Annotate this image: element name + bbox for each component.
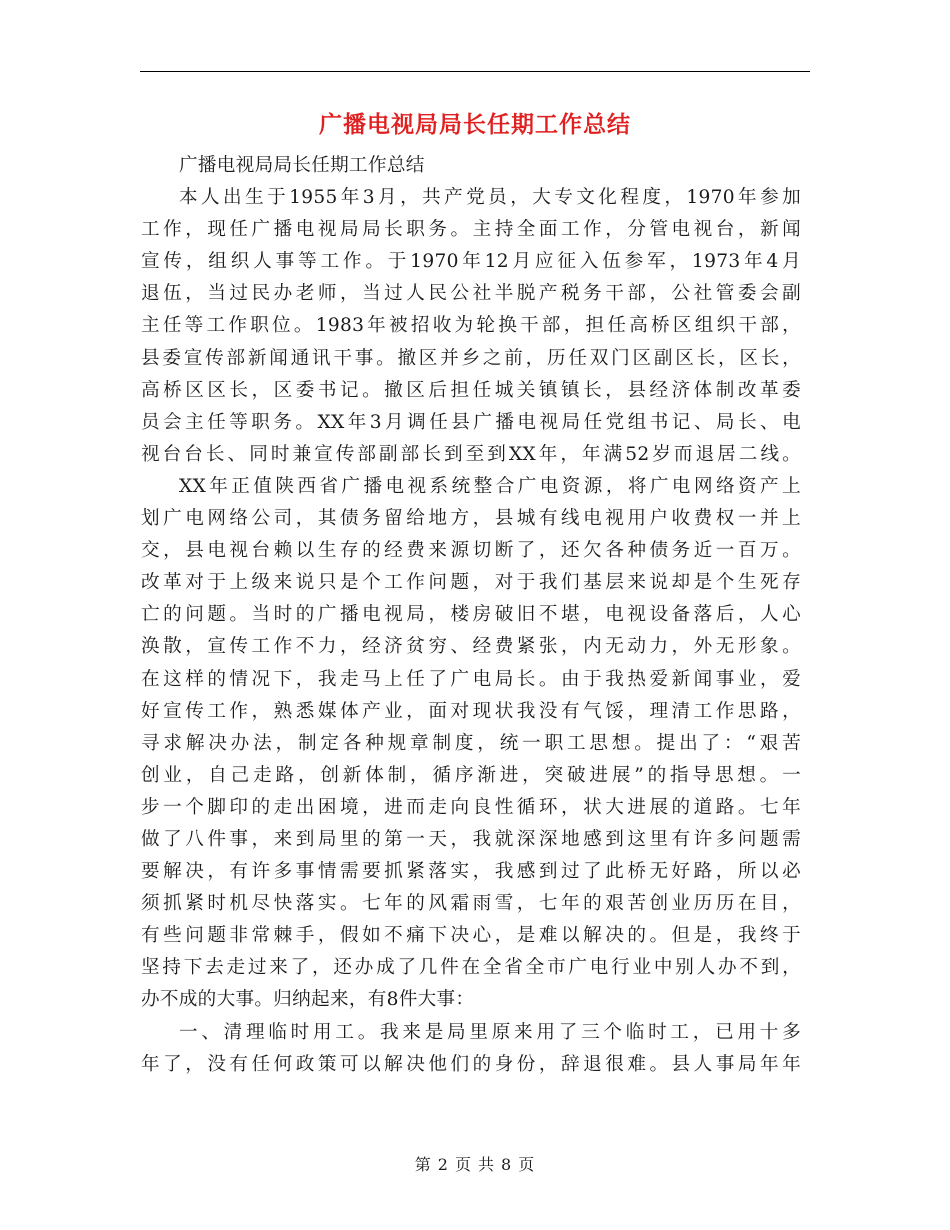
paragraph-line: 在这样的情况下，我走马上任了广电局长。由于我热爱新闻事业，爱	[141, 668, 801, 690]
page-footer	[0, 1153, 950, 1177]
paragraph-line: XX年正值陕西省广播电视系统整合广电资源，将广电网络资产上	[179, 475, 801, 497]
paragraph-line: 改革对于上级来说只是个工作问题，对于我们基层来说却是个生死存	[141, 572, 801, 594]
footer-middle: 页 共	[454, 1155, 496, 1174]
paragraph-line: 一、清理临时用工。我来是局里原来用了三个临时工，已用十多	[179, 1021, 801, 1043]
paragraph-line: 坚持下去走过来了，还办成了几件在全省全市广电行业中别人办不到，	[141, 957, 801, 979]
paragraph-line: 划广电网络公司，其债务留给地方，县城有线电视用户收费权一并上	[141, 508, 801, 530]
paragraph-line: 做了八件事，来到局里的第一天，我就深深地感到这里有许多问题需	[141, 828, 801, 850]
paragraph-line: 县委宣传部新闻通讯干事。撤区并乡之前，历任双门区副区长，区长，	[141, 347, 801, 369]
paragraph-line: 主任等工作职位。1983年被招收为轮换干部，担任高桥区组织干部，	[141, 315, 801, 337]
total-page-count: 8	[501, 1155, 513, 1174]
paragraph-line: 步一个脚印的走出困境，进而走向良性循环，状大进展的道路。七年	[141, 796, 801, 818]
paragraph-line: 年了，没有任何政策可以解决他们的身份，辞退很难。县人事局年年	[141, 1053, 801, 1075]
current-page-number: 2	[437, 1155, 449, 1174]
paragraph-line: 本人出生于1955年3月，共产党员，大专文化程度，1970年参加	[179, 187, 801, 209]
document-title: 广播电视局局长任期工作总结	[319, 111, 631, 138]
paragraph-line: 员会主任等职务。XX年3月调任县广播电视局任党组书记、局长、电	[141, 411, 801, 433]
paragraph-line: 视台台长、同时兼宣传部副部长到至到XX年，年满52岁而退居二线。	[141, 443, 801, 465]
paragraph-line: 好宣传工作，熟悉媒体产业，面对现状我没有气馁，理清工作思路，	[141, 700, 801, 722]
paragraph-line: 寻求解决办法，制定各种规章制度，统一职工思想。提出了：“艰苦	[141, 732, 801, 754]
footer-prefix: 第	[414, 1155, 432, 1174]
header-rule	[140, 71, 810, 72]
paragraph-line: 须抓紧时机尽快落实。七年的风霜雨雪，七年的艰苦创业历历在目，	[141, 893, 801, 915]
paragraph-line: 广播电视局局长任期工作总结	[179, 155, 425, 176]
paragraph-line: 交，县电视台赖以生存的经费来源切断了，还欠各种债务近一百万。	[141, 540, 801, 562]
paragraph-line: 退伍，当过民办老师，当过人民公社半脱产税务干部，公社管委会副	[141, 283, 801, 305]
document-body	[141, 150, 801, 1081]
paragraph-line: 办不成的大事。归纳起来，有8件大事：	[141, 989, 475, 1011]
paragraph-line: 创业，自己走路，创新体制，循序渐进，突破进展”的指导思想。一	[141, 764, 801, 786]
paragraph-line: 有些问题非常棘手，假如不痛下决心，是难以解决的。但是，我终于	[141, 925, 801, 947]
paragraph-line: 亡的问题。当时的广播电视局，楼房破旧不堪，电视设备落后，人心	[141, 604, 801, 626]
paragraph-line: 高桥区区长，区委书记。撤区后担任城关镇镇长，县经济体制改革委	[141, 379, 801, 401]
paragraph-line: 涣散，宣传工作不力，经济贫穷、经费紧张，内无动力，外无形象。	[141, 636, 801, 658]
paragraph-line: 宣传，组织人事等工作。于1970年12月应征入伍参军，1973年4月	[141, 251, 801, 273]
paragraph-line: 工作，现任广播电视局局长职务。主持全面工作，分管电视台，新闻	[141, 219, 801, 241]
paragraph-line: 要解决，有许多事情需要抓紧落实，我感到过了此桥无好路，所以必	[141, 861, 801, 883]
footer-suffix: 页	[518, 1155, 536, 1174]
